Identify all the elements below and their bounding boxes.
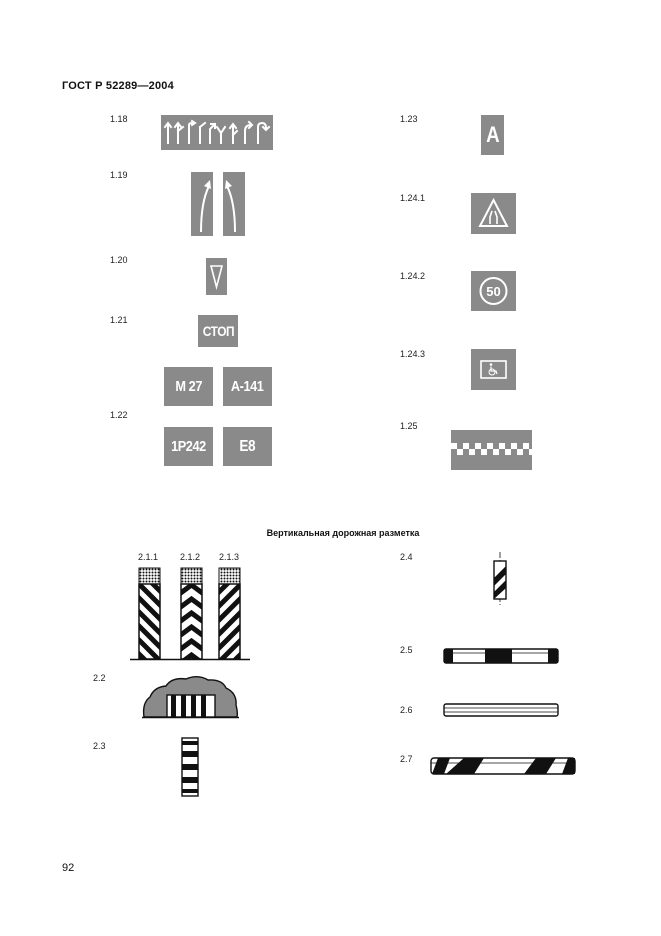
page-number: 92	[62, 862, 75, 874]
road-narrows-icon	[471, 193, 516, 234]
label-2-7: 2.7	[400, 754, 413, 764]
marking-1-24-3-disabled	[471, 349, 516, 390]
label-1-22: 1.22	[110, 410, 128, 420]
route-e8-text: Е8	[239, 437, 256, 455]
marking-1-19-curved-arrows	[191, 172, 245, 236]
checker-pattern-icon	[451, 430, 532, 470]
post-stripes-icon	[180, 737, 200, 797]
route-m27-text: М 27	[175, 378, 202, 395]
curved-arrow-icon	[191, 172, 245, 236]
marking-2-4-signal-post	[490, 552, 510, 607]
route-a141-text: А-141	[231, 378, 264, 395]
label-2-6: 2.6	[400, 705, 413, 715]
label-1-18: 1.18	[110, 114, 128, 124]
label-1-24-1: 1.24.1	[400, 193, 426, 203]
marking-1-24-2-speed-limit	[471, 271, 516, 311]
marking-1-21-stop	[198, 315, 238, 347]
section-title-vertical: Вертикальная дорожная разметка	[266, 528, 420, 538]
label-1-23: 1.23	[400, 114, 418, 124]
label-1-20: 1.20	[110, 255, 128, 265]
stop-text: СТОП	[202, 323, 234, 339]
document-header: ГОСТ Р 52289—2004	[62, 80, 174, 92]
label-2-3: 2.3	[93, 741, 106, 751]
bridge-stripes-icon	[142, 673, 239, 719]
marking-2-6-rail	[441, 701, 561, 719]
marking-2-5-rail	[441, 646, 561, 666]
signal-post-icon	[490, 552, 510, 607]
label-1-24-2: 1.24.2	[400, 271, 426, 281]
marking-2-2-bridge-span	[142, 673, 239, 719]
marking-1-18-arrows	[161, 115, 273, 150]
lane-arrows-icon	[161, 115, 273, 150]
label-1-21: 1.21	[110, 315, 128, 325]
marking-2-3-post	[180, 737, 200, 797]
curb-stripes-icon	[428, 755, 578, 777]
marking-1-24-1-narrowing	[471, 193, 516, 234]
marking-1-22-1p242	[164, 427, 213, 466]
rail-stripes-icon	[441, 646, 561, 666]
speed-value: 50	[486, 284, 501, 299]
label-1-25: 1.25	[400, 421, 418, 431]
label-2-4: 2.4	[400, 552, 413, 562]
label-2-1-1: 2.1.1	[138, 552, 159, 562]
label-2-2: 2.2	[93, 673, 106, 683]
marking-1-20-yield	[206, 258, 227, 295]
label-1-24-3: 1.24.3	[400, 349, 426, 359]
label-1-19: 1.19	[110, 170, 128, 180]
letter-a-text: А	[485, 122, 500, 147]
label-2-5: 2.5	[400, 645, 413, 655]
marking-1-22-e8	[223, 427, 272, 466]
marking-1-22-m27	[164, 367, 213, 406]
marking-2-1-bollards	[130, 565, 250, 662]
marking-1-25-checker	[451, 430, 532, 470]
speed-limit-icon	[471, 271, 516, 311]
marking-1-23-bus-lane	[481, 115, 504, 155]
marking-2-7-curb	[428, 755, 578, 777]
rail-plain-icon	[441, 701, 561, 719]
bollard-stripes-icon	[130, 565, 250, 662]
label-2-1-2: 2.1.2	[180, 552, 201, 562]
marking-1-22-a141	[223, 367, 272, 406]
route-1p242-text: 1Р242	[171, 438, 206, 455]
label-2-1-3: 2.1.3	[219, 552, 240, 562]
wheelchair-icon	[471, 349, 516, 390]
triangle-icon	[206, 258, 227, 295]
